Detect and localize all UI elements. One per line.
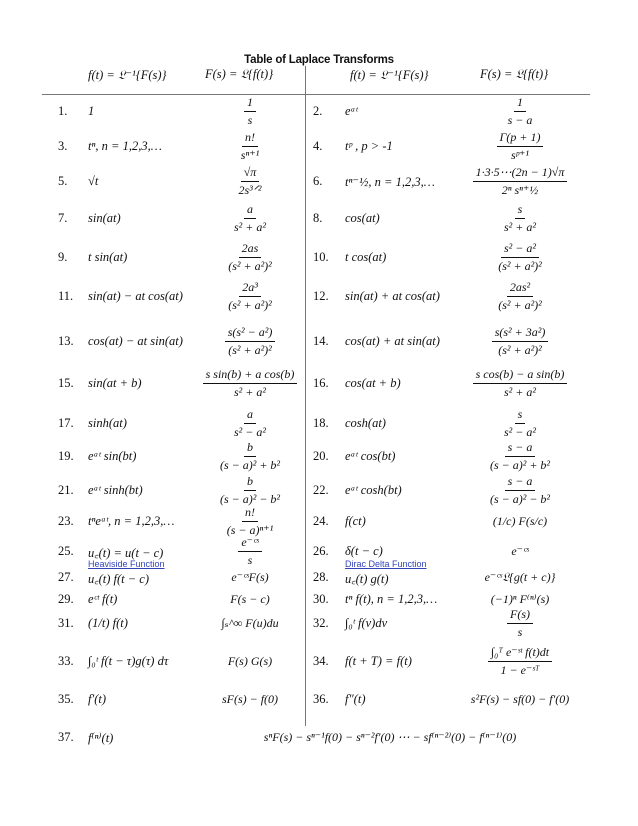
fraction-denominator: s² − a² — [234, 425, 266, 439]
fraction-denominator: (s² + a²)² — [498, 298, 542, 312]
entry-fs-fraction — [430, 474, 610, 507]
entry-ft: sinh(at) — [88, 416, 127, 430]
entry-ft: tⁿ f(t), n = 1,2,3,… — [345, 592, 438, 606]
fraction — [225, 241, 275, 274]
entry-number: 27. — [58, 570, 74, 584]
entry-fs-fraction — [430, 130, 610, 163]
entry-ft: ∫₀ᵗ f(v)dv — [345, 616, 388, 630]
fraction — [501, 202, 539, 235]
entry-ft: sin(at) — [88, 211, 121, 225]
fraction — [473, 367, 568, 400]
entry-fs: sF(s) − f(0) — [221, 692, 279, 706]
entry-link[interactable]: Dirac Delta Function — [345, 559, 427, 569]
fraction-numerator: 1 — [514, 95, 526, 112]
fraction-numerator: n! — [242, 130, 258, 147]
fraction — [473, 165, 568, 198]
entry-number: 18. — [313, 416, 329, 430]
fraction — [231, 202, 269, 235]
fraction — [505, 95, 536, 128]
fraction-numerator: 2as — [239, 241, 262, 258]
fraction-numerator: b — [244, 474, 256, 491]
entry-ft: sin(at + b) — [88, 376, 142, 390]
entry-number: 29. — [58, 592, 74, 606]
entry-ft: cos(at) − at sin(at) — [88, 334, 183, 348]
fraction — [507, 607, 533, 640]
entry-fs: F(s − c) — [230, 592, 270, 606]
entry-fs: e⁻ᶜˢ — [511, 544, 529, 558]
entry-number: 28. — [313, 570, 329, 584]
fraction-numerator: s(s² + 3a²) — [492, 325, 549, 342]
fraction-numerator: s cos(b) − a sin(b) — [473, 367, 568, 384]
fraction-denominator: (s − a)² − b² — [489, 492, 551, 506]
entry-ft: f⁽ⁿ⁾(t) — [88, 731, 114, 745]
fraction-numerator: a — [244, 407, 256, 424]
fraction — [224, 505, 276, 538]
fraction — [238, 535, 261, 568]
fraction-denominator: (s − a)² + b² — [489, 458, 551, 472]
entry-number: 4. — [313, 139, 323, 153]
entry-ft: cos(at + b) — [345, 376, 401, 390]
entry-fs: ∫ₛ^∞ F(u)du — [221, 616, 279, 630]
entry-number: 37. — [58, 730, 74, 744]
entry-number: 34. — [313, 654, 329, 668]
fraction-denominator: (s² + a²)² — [228, 298, 272, 312]
entry-number: 10. — [313, 250, 329, 264]
fraction-numerator: s − a — [505, 440, 536, 457]
fraction-numerator: s(s² − a²) — [225, 325, 276, 342]
fraction-numerator: ∫₀ᵀ e⁻ˢᵗ f(t)dt — [488, 645, 552, 662]
entry-fs-fraction — [430, 607, 610, 640]
fraction-denominator: (s² + a²)² — [228, 343, 272, 357]
entry-ft: δ(t − c) — [345, 544, 383, 558]
entry-ft: cosh(at) — [345, 416, 386, 430]
entry-fs: e⁻ᶜˢ𝔏{g(t + c)} — [484, 570, 556, 584]
entry-number: 22. — [313, 483, 329, 497]
entry-number: 3. — [58, 139, 68, 153]
fraction-denominator: (s² + a²)² — [498, 259, 542, 273]
entry-fs-fraction — [430, 280, 610, 313]
fraction-denominator: sⁿ⁺¹ — [240, 148, 260, 162]
entry-fs-fraction — [430, 440, 610, 473]
fraction-denominator: s² − a² — [504, 425, 536, 439]
entry-fs: (1/c) F(s/c) — [492, 514, 548, 528]
entry-ft: u꜀(t) f(t − c) — [88, 572, 150, 586]
entry-number: 21. — [58, 483, 74, 497]
entry-ft: √t — [88, 174, 99, 188]
fraction-numerator: s − a — [505, 474, 536, 491]
entry-fs: sⁿF(s) − sⁿ⁻¹f(0) − sⁿ⁻²f′(0) ⋯ − sf⁽ⁿ⁻²⁾(0) − f⁽ⁿ⁻¹⁾(0) — [263, 730, 517, 744]
entry-ft: eᵃᵗ sin(bt) — [88, 449, 137, 463]
entry-number: 8. — [313, 211, 323, 225]
fraction — [217, 440, 283, 473]
entry-ft: u꜀(t) = u(t − c) — [88, 546, 164, 560]
fraction-numerator: 2as² — [507, 280, 533, 297]
fraction-denominator: sᵖ⁺¹ — [510, 148, 529, 162]
entry-ft: f′(t) — [88, 692, 107, 706]
entry-fs: s²F(s) − sf(0) − f′(0) — [470, 692, 570, 706]
entry-fs-fraction — [430, 241, 610, 274]
fraction-numerator: n! — [242, 505, 258, 522]
fraction-numerator: F(s) — [507, 607, 533, 624]
fraction-denominator: (s² + a²)² — [498, 343, 542, 357]
entry-number: 32. — [313, 616, 329, 630]
fraction-numerator: s² − a² — [501, 241, 539, 258]
entry-ft: f″(t) — [345, 692, 366, 706]
entry-ft: (1/t) f(t) — [88, 616, 128, 630]
entry-ft: ∫₀ᵗ f(t − τ)g(τ) dτ — [88, 654, 169, 668]
entry-ft: f(ct) — [345, 514, 366, 528]
entry-ft: tᵖ , p > -1 — [345, 139, 393, 153]
entry-fs: F(s) G(s) — [227, 654, 273, 668]
entry-number: 15. — [58, 376, 74, 390]
fraction-numerator: a — [244, 202, 256, 219]
entry-number: 12. — [313, 289, 329, 303]
entry-fs-fraction — [430, 95, 610, 128]
entry-number: 36. — [313, 692, 329, 706]
entry-ft: sin(at) − at cos(at) — [88, 289, 183, 303]
header-left-fs: F(s) = 𝔏{f(t)} — [205, 67, 274, 81]
entry-fs-fraction — [430, 407, 610, 440]
entry-ft: eᵃᵗ — [345, 104, 358, 118]
fraction-denominator: s — [247, 553, 253, 567]
entry-fs-fraction — [430, 165, 610, 198]
fraction — [238, 130, 262, 163]
entry-fs-fraction — [430, 645, 610, 678]
entry-number: 1. — [58, 104, 68, 118]
entry-number: 11. — [58, 289, 74, 303]
fraction — [225, 325, 276, 358]
entry-fs: e⁻ᶜˢF(s) — [231, 570, 269, 584]
entry-number: 33. — [58, 654, 74, 668]
header-right-fs: F(s) = 𝔏{f(t)} — [480, 67, 549, 81]
entry-number: 9. — [58, 250, 68, 264]
fraction-numerator: s sin(b) + a cos(b) — [203, 367, 298, 384]
entry-number: 31. — [58, 616, 74, 630]
fraction-numerator: e⁻ᶜˢ — [238, 535, 261, 552]
fraction-denominator: (s² + a²)² — [228, 259, 272, 273]
entry-fs-fraction — [430, 202, 610, 235]
entry-number: 19. — [58, 449, 74, 463]
entry-number: 26. — [313, 544, 329, 558]
fraction — [203, 367, 298, 400]
table-title: Table of Laplace Transforms — [244, 54, 394, 66]
fraction — [492, 325, 549, 358]
fraction-denominator: s — [247, 113, 253, 127]
fraction-denominator: s² + a² — [234, 385, 266, 399]
header-right-ft: f(t) = 𝔏⁻¹{F(s)} — [350, 68, 429, 82]
fraction-numerator: s — [515, 407, 526, 424]
fraction-numerator: Γ(p + 1) — [497, 130, 544, 147]
entry-ft: t sin(at) — [88, 250, 128, 264]
fraction-numerator: 2a³ — [239, 280, 261, 297]
header-left-ft: f(t) = 𝔏⁻¹{F(s)} — [88, 68, 167, 82]
fraction — [495, 280, 545, 313]
fraction-denominator: (s − a)ⁿ⁺¹ — [226, 523, 274, 537]
fraction-denominator: s — [517, 625, 523, 639]
fraction-denominator: (s − a)² − b² — [219, 492, 281, 506]
entry-number: 24. — [313, 514, 329, 528]
fraction-denominator: 2s³ᐟ² — [238, 183, 262, 197]
entry-ft: eᵃᵗ sinh(bt) — [88, 483, 143, 497]
fraction-numerator: b — [244, 440, 256, 457]
fraction-denominator: s² + a² — [504, 385, 536, 399]
fraction — [487, 440, 553, 473]
fraction — [244, 95, 256, 128]
entry-number: 35. — [58, 692, 74, 706]
entry-number: 13. — [58, 334, 74, 348]
entry-ft: eᵃᵗ cos(bt) — [345, 449, 396, 463]
entry-ft: u꜀(t) g(t) — [345, 572, 389, 586]
fraction — [487, 474, 553, 507]
entry-ft: f(t + T) = f(t) — [345, 654, 412, 668]
entry-fs-fraction — [430, 367, 610, 400]
fraction-numerator: √π — [241, 165, 260, 182]
fraction-denominator: s − a — [507, 113, 533, 127]
entry-number: 30. — [313, 592, 329, 606]
entry-ft: t cos(at) — [345, 250, 387, 264]
entry-ft: tⁿ⁻½, n = 1,2,3,… — [345, 175, 435, 189]
entry-fs: (−1)ⁿ F⁽ⁿ⁾(s) — [490, 592, 550, 606]
entry-number: 5. — [58, 174, 68, 188]
entry-ft: eᶜᵗ f(t) — [88, 592, 118, 606]
entry-number: 16. — [313, 376, 329, 390]
fraction — [501, 407, 539, 440]
fraction-denominator: (s − a)² + b² — [219, 458, 281, 472]
fraction — [488, 645, 552, 678]
entry-ft: sin(at) + at cos(at) — [345, 289, 440, 303]
entry-ft: tⁿeᵃᵗ, n = 1,2,3,… — [88, 514, 175, 528]
fraction — [231, 407, 269, 440]
entry-number: 17. — [58, 416, 74, 430]
entry-link[interactable]: Heaviside Function — [88, 559, 165, 569]
entry-ft: tⁿ, n = 1,2,3,… — [88, 139, 162, 153]
fraction-numerator: 1 — [244, 95, 256, 112]
fraction-denominator: s² + a² — [504, 220, 536, 234]
entry-number: 25. — [58, 544, 74, 558]
fraction-denominator: s² + a² — [234, 220, 266, 234]
fraction-numerator: s — [515, 202, 526, 219]
fraction — [495, 241, 545, 274]
entry-number: 2. — [313, 104, 323, 118]
entry-number: 14. — [313, 334, 329, 348]
entry-ft: eᵃᵗ cosh(bt) — [345, 483, 402, 497]
entry-number: 23. — [58, 514, 74, 528]
entry-ft: cos(at) + at sin(at) — [345, 334, 440, 348]
entry-number: 20. — [313, 449, 329, 463]
fraction — [236, 165, 265, 198]
entry-fs-fraction — [430, 325, 610, 358]
fraction — [225, 280, 275, 313]
fraction — [217, 474, 283, 507]
fraction — [497, 130, 544, 163]
entry-number: 7. — [58, 211, 68, 225]
fraction-denominator: 2ⁿ sⁿ⁺½ — [501, 183, 539, 197]
entry-ft: cos(at) — [345, 211, 380, 225]
entry-number: 6. — [313, 174, 323, 188]
fraction-numerator: 1·3·5⋯(2n − 1)√π — [473, 165, 568, 182]
fraction-denominator: 1 − e⁻ˢᵀ — [500, 663, 540, 677]
entry-ft: 1 — [88, 104, 95, 118]
